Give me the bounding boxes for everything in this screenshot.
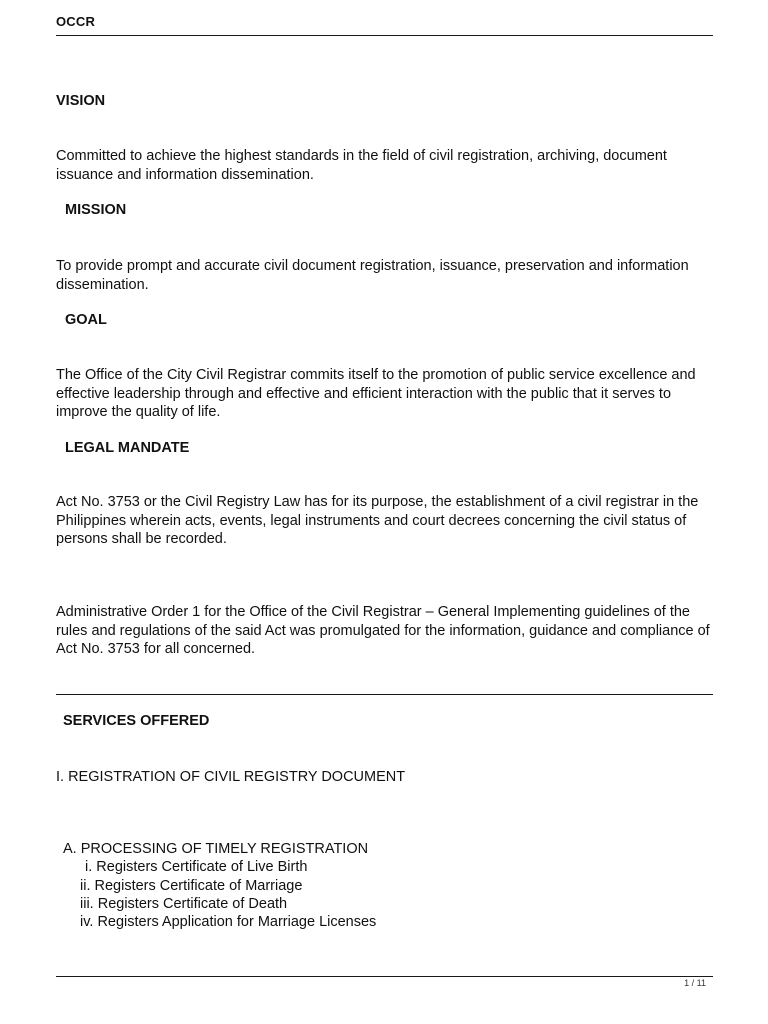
vision-text: Committed to achieve the highest standards in the field of civil registration, archiving, document issuance and information dissemination. [56,148,667,183]
legal-mandate-paragraph: Act No. 3753 or the Civil Registry Law has for its purpose, the establishment of a civil registrar in the Philippines wherein acts, events, legal instruments and court decrees concerning the civil status of persons shall be recorded. [56,494,699,547]
header-title: OCCR [56,14,96,29]
legal-mandate-paragraph: Administrative Order 1 for the Office of the Civil Registrar – General Implementing guidelines of the rules and regulations of the said Act was promulgated for the information, guidance and compliance of Act No. 3753 for all concerned. [56,604,710,657]
goal-text: The Office of the City Civil Registrar commits itself to the promotion of public service excellence and effective leadership through and effective and efficient interaction with the public that it serves to improve the quality of life. [56,367,696,420]
services-section-title: I. REGISTRATION OF CIVIL REGISTRY DOCUMENT [56,769,406,785]
services-subsection-title: A. PROCESSING OF TIMELY REGISTRATION [63,841,369,857]
mission-heading: MISSION [65,202,127,218]
legal-mandate-heading: LEGAL MANDATE [65,440,190,456]
services-heading: SERVICES OFFERED [63,713,210,729]
page-number: 1 / 11 [684,978,706,988]
list-item: iii. Registers Certificate of Death [80,896,288,912]
mission-text: To provide prompt and accurate civil document registration, issuance, preservation and information dissemination. [56,258,689,293]
goal-heading: GOAL [65,312,107,328]
vision-heading: VISION [56,93,106,109]
section-rule [56,694,713,695]
footer-rule [56,976,713,977]
list-item: iv. Registers Application for Marriage Licenses [80,914,377,930]
list-item: ii. Registers Certificate of Marriage [80,878,303,894]
header-rule [56,35,713,36]
list-item: i. Registers Certificate of Live Birth [85,859,308,875]
